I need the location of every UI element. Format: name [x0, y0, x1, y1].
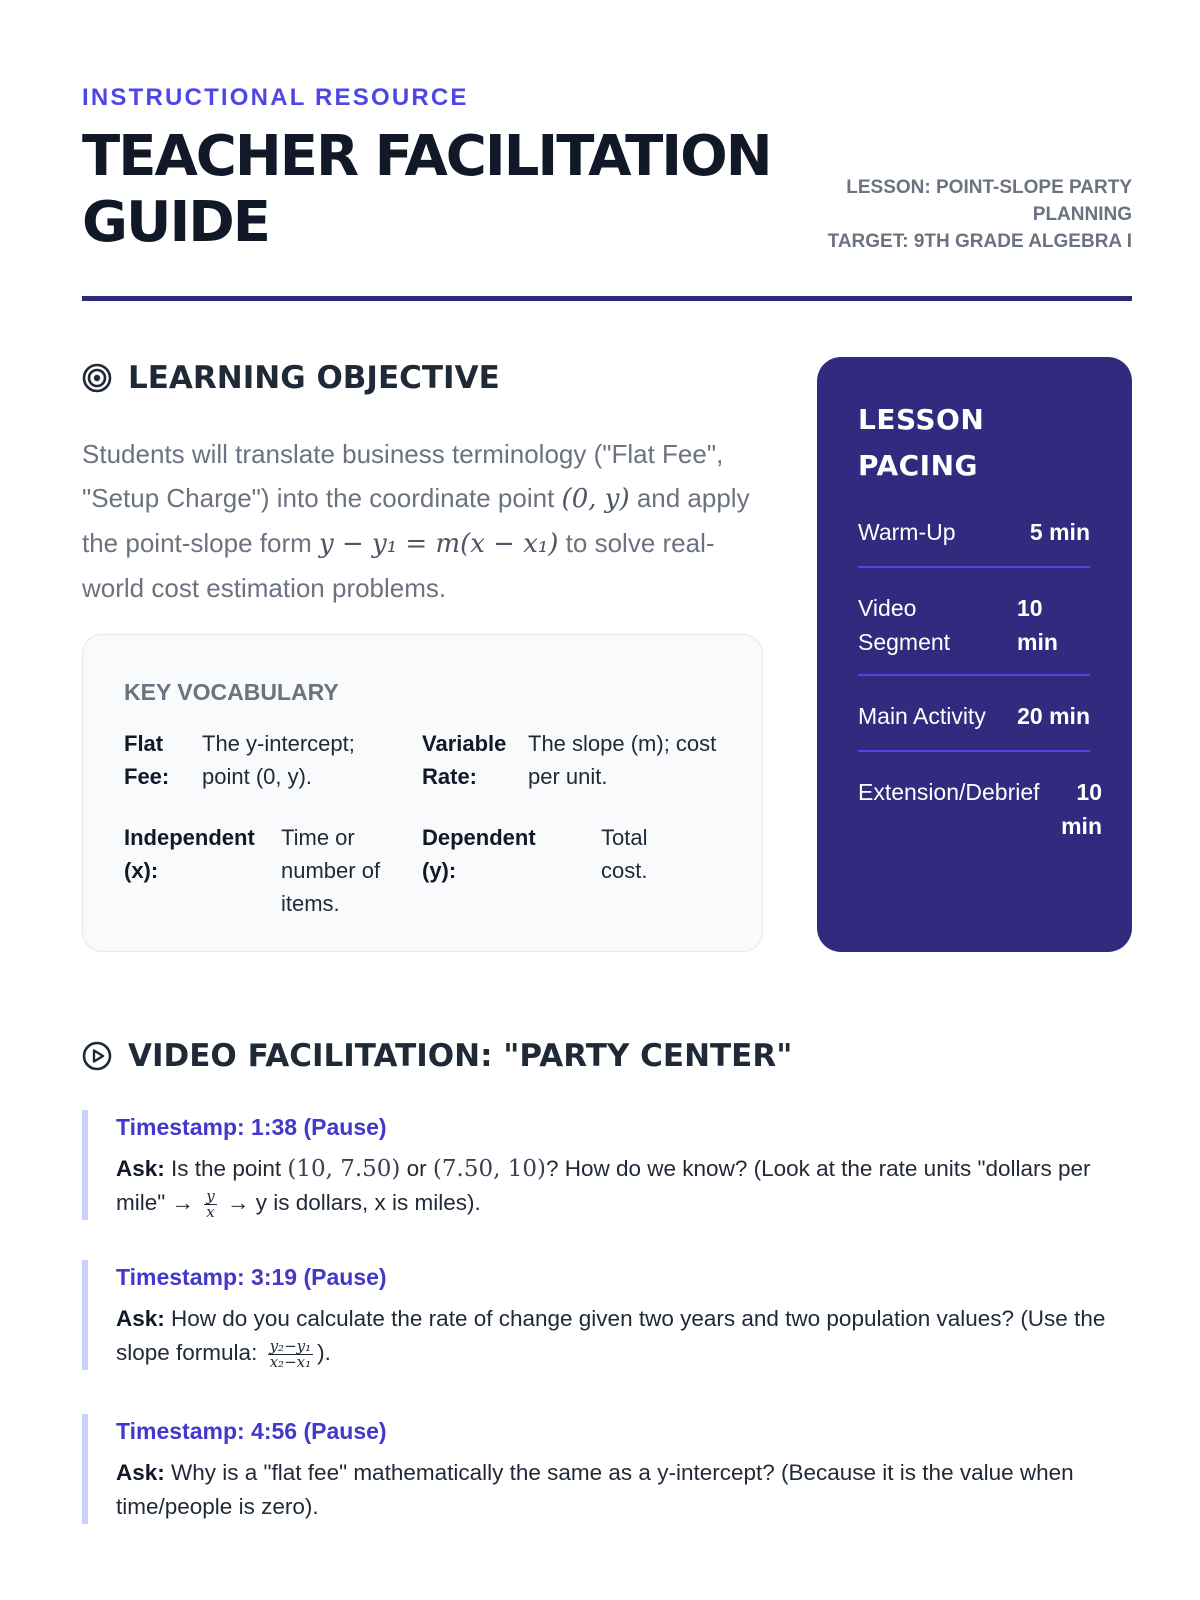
objective-text-3: to solve real-world cost estimation problems.	[82, 528, 715, 603]
math-fraction: $\frac{y}{x}$	[206, 1186, 215, 1221]
ask-text: ).	[317, 1340, 331, 1365]
guide-page	[82, 0, 1132, 1600]
pacing-divider	[858, 750, 1090, 752]
lesson-pacing-card	[817, 357, 1132, 952]
pacing-heading: LESSON PACING	[858, 403, 985, 482]
lesson-target: TARGET: 9TH GRADE ALGEBRA I	[827, 231, 1132, 252]
math-fraction: $\frac{\text{y₂−y₁}}{\text{x₂−x₁}}$	[269, 1336, 312, 1371]
vocabulary-card	[82, 634, 763, 952]
timestamp-item	[82, 1414, 1132, 1524]
pacing-value: 5 min	[1029, 519, 1090, 545]
vocab-term: Independent (x):	[124, 825, 255, 883]
pacing-value: 20 min	[1017, 703, 1090, 729]
pacing-label: Video Segment	[858, 595, 951, 655]
header-divider	[82, 296, 1132, 301]
timestamp-label: Timestamp: 3:19 (Pause)	[116, 1264, 387, 1290]
ask-text: How do you calculate the rate of change given two years and two population values? (Use the slope formula:	[116, 1306, 1106, 1365]
timestamp-item	[82, 1260, 1132, 1370]
objective-text	[82, 432, 772, 610]
ask-text: or	[400, 1156, 433, 1181]
ask-text: Why is a "flat fee" mathematically the same as a y-intercept? (Because it is the value when time/people is zero).	[116, 1460, 1074, 1519]
ask-text: Is the point	[164, 1156, 288, 1181]
timestamp-item	[82, 1110, 1132, 1220]
ask-label: Ask:	[116, 1156, 165, 1181]
pacing-row	[858, 699, 1090, 733]
objective-heading-row	[82, 360, 500, 396]
ask-text: ? How do we know? (Look at the rate units "dollars per mile" →	[116, 1156, 1091, 1215]
math-point: (0, y)	[561, 484, 630, 514]
title-line-2: GUIDE	[82, 190, 270, 255]
pacing-divider	[858, 566, 1090, 568]
timestamp-label: Timestamp: 1:38 (Pause)	[116, 1114, 387, 1140]
vocab-definition: Total cost.	[601, 825, 648, 883]
pacing-value: 10 min	[1061, 779, 1102, 839]
pacing-row	[858, 515, 1090, 549]
math-point-slope-formula: y − y₁ = m(x − x₁)	[319, 529, 559, 559]
page-title	[82, 124, 842, 256]
target-icon	[82, 363, 112, 393]
ask-label: Ask:	[116, 1306, 165, 1331]
vocab-term: Variable Rate:	[422, 731, 507, 789]
objective-text-1: Students will translate business terminology ("Flat Fee", "Setup Charge") into the coordinate point	[82, 439, 724, 513]
objective-text-2: and apply the point-slope form	[82, 483, 750, 558]
title-line-1: TEACHER FACILITATION	[82, 124, 771, 189]
pacing-row	[858, 775, 1100, 843]
ask-prompt	[116, 1456, 1132, 1524]
pacing-label: Extension/Debrief	[858, 779, 1040, 805]
vocab-definition: The slope (m); cost per unit.	[528, 731, 717, 789]
ask-prompt	[116, 1152, 1132, 1220]
ask-text: → y is dollars, x is miles).	[220, 1190, 481, 1215]
vocabulary-heading: KEY VOCABULARY	[124, 679, 339, 705]
ask-prompt	[116, 1302, 1132, 1370]
ask-label: Ask:	[116, 1460, 165, 1485]
video-heading-row	[82, 1038, 792, 1074]
video-heading: VIDEO FACILITATION: "PARTY CENTER"	[128, 1038, 793, 1074]
objective-heading: LEARNING OBJECTIVE	[128, 360, 500, 396]
lesson-meta	[802, 174, 1132, 255]
timestamp-label: Timestamp: 4:56 (Pause)	[116, 1418, 387, 1444]
pacing-value: 10 min	[1017, 595, 1058, 655]
vocab-term: Dependent (y):	[422, 825, 536, 883]
play-circle-icon	[82, 1041, 112, 1071]
vocab-definition: Time or number of items.	[281, 825, 381, 916]
eyebrow-label: INSTRUCTIONAL RESOURCE	[82, 84, 469, 111]
pacing-row	[858, 591, 1090, 659]
pacing-divider	[858, 674, 1090, 676]
pacing-label: Warm-Up	[858, 519, 956, 545]
math-point: (10, 7.50)	[287, 1156, 401, 1182]
vocab-definition: The y-intercept; point (0, y).	[202, 731, 355, 789]
vocab-term: Flat Fee:	[124, 731, 170, 789]
lesson-name: LESSON: POINT-SLOPE PARTY PLANNING	[846, 177, 1132, 225]
math-point: (7.50, 10)	[432, 1156, 546, 1182]
pacing-label: Main Activity	[858, 703, 986, 729]
